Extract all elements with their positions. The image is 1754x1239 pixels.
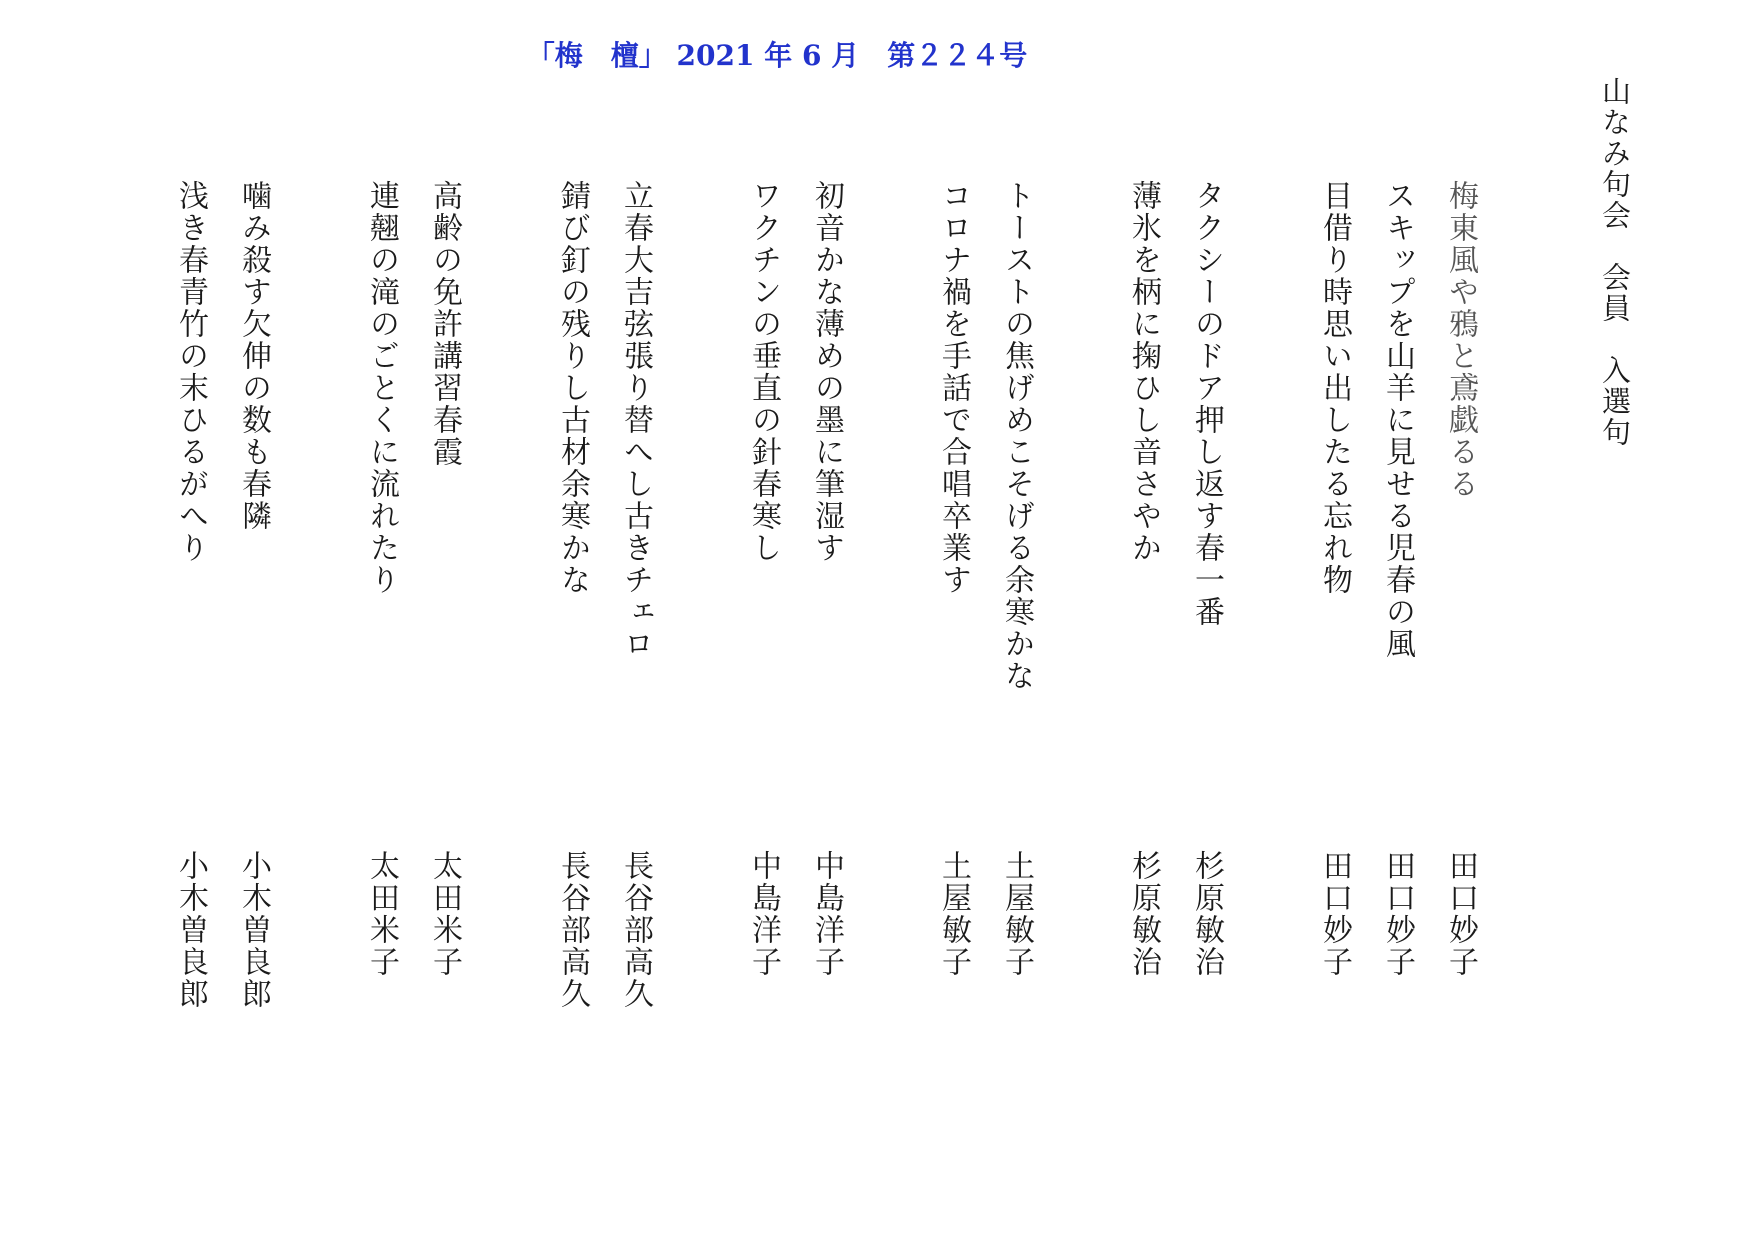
haiku-author: 土屋敏子 [999,850,1034,978]
haiku-text: 梅東風や鴉と鳶戯るる [1443,180,1478,500]
haiku-text: 立春大吉弦張り替へし古きチェロ [618,180,653,660]
haiku-text: スキップを山羊に見せる児春の風 [1380,180,1415,660]
haiku-author: 太田米子 [364,850,399,978]
haiku-text: 高齢の免許講習春霞 [427,180,462,468]
haiku-author: 中島洋子 [746,850,781,978]
haiku-author: 小木曽良郎 [173,850,208,1010]
haiku-author: 小木曽良郎 [236,850,271,1010]
haiku-text: 目借り時思い出したる忘れ物 [1317,180,1352,596]
haiku-author: 長谷部高久 [555,850,590,1010]
haiku-text: 薄氷を柄に掬ひし音さやか [1126,180,1161,564]
section-title: 山なみ句会 会員 入選句 [1598,76,1632,448]
haiku-text: 初音かな薄めの墨に筆湿す [809,180,844,564]
haiku-author: 杉原敏治 [1126,850,1161,978]
haiku-author: 田口妙子 [1380,850,1415,978]
haiku-author: 田口妙子 [1317,850,1352,978]
haiku-author: 田口妙子 [1443,850,1478,978]
haiku-text: 連翹の滝のごとくに流れたり [364,180,399,596]
haiku-author: 中島洋子 [809,850,844,978]
haiku-text: コロナ禍を手話で合唱卒業す [936,180,971,596]
haiku-text: ワクチンの垂直の針春寒し [746,180,781,564]
haiku-author: 太田米子 [427,850,462,978]
haiku-author: 土屋敏子 [936,850,971,978]
haiku-text: 噛み殺す欠伸の数も春隣 [236,180,271,532]
haiku-text: トーストの焦げめこそげる余寒かな [999,180,1034,692]
haiku-text: 錆び釘の残りし古材余寒かな [555,180,590,596]
haiku-author: 長谷部高久 [618,850,653,1010]
haiku-text: タクシーのドア押し返す春一番 [1189,180,1224,628]
haiku-text: 浅き春青竹の末ひるがへり [173,180,208,564]
haiku-author: 杉原敏治 [1189,850,1224,978]
newsletter-header: 「梅 檀」 2021 年 6 月 第２２４号 [526,39,1028,72]
